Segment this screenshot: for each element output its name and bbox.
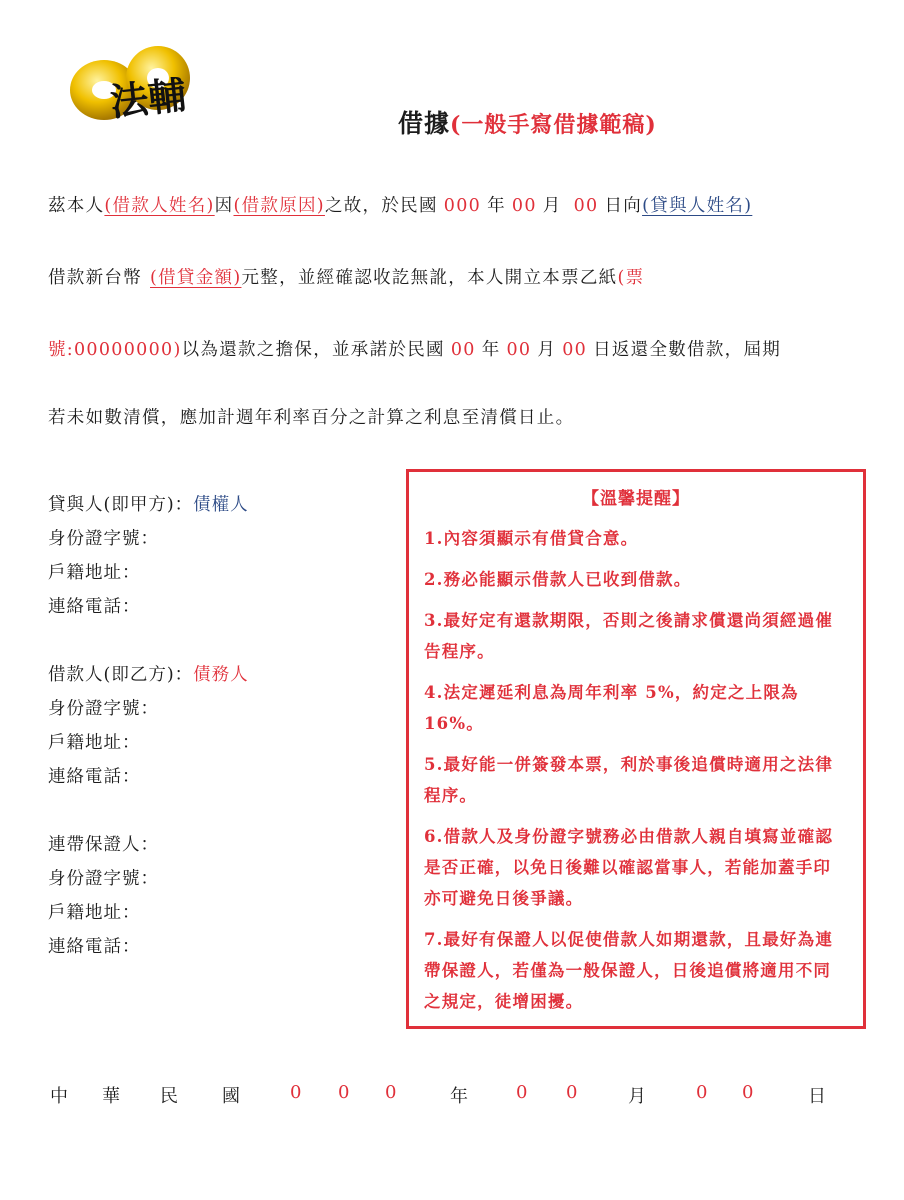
borrower-section bbox=[48, 658, 249, 794]
body-line-1 bbox=[48, 192, 752, 217]
date-day-digit: 0 bbox=[696, 1082, 708, 1103]
loan-year: 000 bbox=[443, 196, 482, 216]
guarantor-section bbox=[48, 828, 159, 964]
repay-year: 00 bbox=[450, 340, 476, 360]
text: 月 bbox=[542, 196, 562, 216]
reminder-box bbox=[406, 469, 866, 1029]
lender-section bbox=[48, 488, 249, 624]
borrower-id-label: 身份證字號： bbox=[48, 699, 159, 719]
borrower-name-placeholder: (借款人姓名) bbox=[104, 196, 215, 216]
date-day-digit: 0 bbox=[742, 1082, 754, 1103]
date-char: 中 bbox=[50, 1086, 68, 1107]
borrower-label: 借款人(即乙方)： bbox=[48, 665, 194, 685]
body-line-3 bbox=[48, 336, 781, 361]
lender-label: 貸與人(即甲方)： bbox=[48, 495, 194, 515]
text: 年 bbox=[481, 340, 501, 360]
note-number-open: (票 bbox=[617, 268, 645, 288]
document-title bbox=[398, 104, 657, 140]
reminder-title: 【溫馨提醒】 bbox=[582, 489, 690, 509]
lender-address-label: 戶籍地址： bbox=[48, 563, 141, 583]
text: 因 bbox=[214, 196, 234, 216]
reminder-item: 3.最好定有還款期限，否則之後請求償還尚須經過催告程序。 bbox=[424, 611, 834, 661]
text: 以為還款之擔保，並承諾於民國 bbox=[181, 340, 445, 360]
text: 日向 bbox=[604, 196, 643, 216]
text: 元整，並經確認收訖無訛，本人開立本票乙紙 bbox=[241, 268, 618, 288]
date-year-label: 年 bbox=[450, 1086, 468, 1107]
loan-month: 00 bbox=[511, 196, 537, 216]
lender-phone-label: 連絡電話： bbox=[48, 597, 141, 617]
text: 茲本人 bbox=[48, 196, 105, 216]
guarantor-id-label: 身份證字號： bbox=[48, 869, 159, 889]
loan-day: 00 bbox=[573, 196, 599, 216]
lender-name-placeholder: (貸與人姓名) bbox=[642, 196, 753, 216]
date-month-digit: 0 bbox=[566, 1082, 578, 1103]
borrower-role: 債務人 bbox=[193, 665, 249, 685]
lender-id-label: 身份證字號： bbox=[48, 529, 159, 549]
guarantor-phone-label: 連絡電話： bbox=[48, 937, 141, 957]
title-main: 借據 bbox=[398, 109, 451, 138]
loan-amount-placeholder: (借貸金額) bbox=[150, 268, 242, 288]
reminder-item: 1.內容須顯示有借貸合意。 bbox=[424, 529, 639, 548]
reminder-item: 7.最好有保證人以促使借款人如期還款，且最好為連帶保證人，若僅為一般保證人，日後追償將適用不同之規定，徒增困擾。 bbox=[424, 930, 834, 1011]
guarantor-label: 連帶保證人： bbox=[48, 835, 159, 855]
date-char: 民 bbox=[160, 1086, 178, 1107]
text: 日返還全數借款，屆期 bbox=[593, 340, 782, 360]
loan-reason-placeholder: (借款原因) bbox=[233, 196, 325, 216]
text: 年 bbox=[487, 196, 506, 216]
lender-role: 債權人 bbox=[193, 495, 249, 515]
reminder-item: 4.法定遲延利息為周年利率 5%，約定之上限為 16%。 bbox=[424, 683, 799, 733]
body-line-2 bbox=[48, 264, 644, 289]
borrower-phone-label: 連絡電話： bbox=[48, 767, 141, 787]
body-line-4: 若未如數清償，應加計週年利率百分之計算之利息至清償日止。 bbox=[48, 408, 575, 428]
title-sub: (一般手寫借據範稿) bbox=[450, 112, 657, 138]
legal-aid-logo bbox=[66, 38, 196, 126]
date-day-label: 日 bbox=[808, 1086, 826, 1107]
text: 月 bbox=[537, 340, 557, 360]
text: 借款新台幣 bbox=[48, 268, 142, 288]
guarantor-address-label: 戶籍地址： bbox=[48, 903, 141, 923]
reminder-item: 2.務必能顯示借款人已收到借款。 bbox=[424, 570, 692, 589]
date-char: 國 bbox=[222, 1086, 240, 1107]
text: 之故，於民國 bbox=[324, 196, 438, 216]
borrower-address-label: 戶籍地址： bbox=[48, 733, 141, 753]
logo-text: 法輔 bbox=[107, 71, 189, 125]
date-month-digit: 0 bbox=[516, 1082, 528, 1103]
date-year-digit: 0 bbox=[338, 1082, 350, 1103]
date-month-label: 月 bbox=[628, 1086, 646, 1107]
repay-day: 00 bbox=[562, 340, 588, 360]
date-year-digit: 0 bbox=[385, 1082, 397, 1103]
note-number: 號:00000000) bbox=[48, 340, 182, 360]
reminder-item: 5.最好能一併簽發本票，利於事後追償時適用之法律程序。 bbox=[424, 755, 834, 805]
date-char: 華 bbox=[102, 1086, 120, 1107]
date-year-digit: 0 bbox=[290, 1082, 302, 1103]
repay-month: 00 bbox=[506, 340, 532, 360]
reminder-item: 6.借款人及身份證字號務必由借款人親自填寫並確認是否正確，以免日後難以確認當事人，若能加蓋手印亦可避免日後爭議。 bbox=[424, 827, 834, 908]
